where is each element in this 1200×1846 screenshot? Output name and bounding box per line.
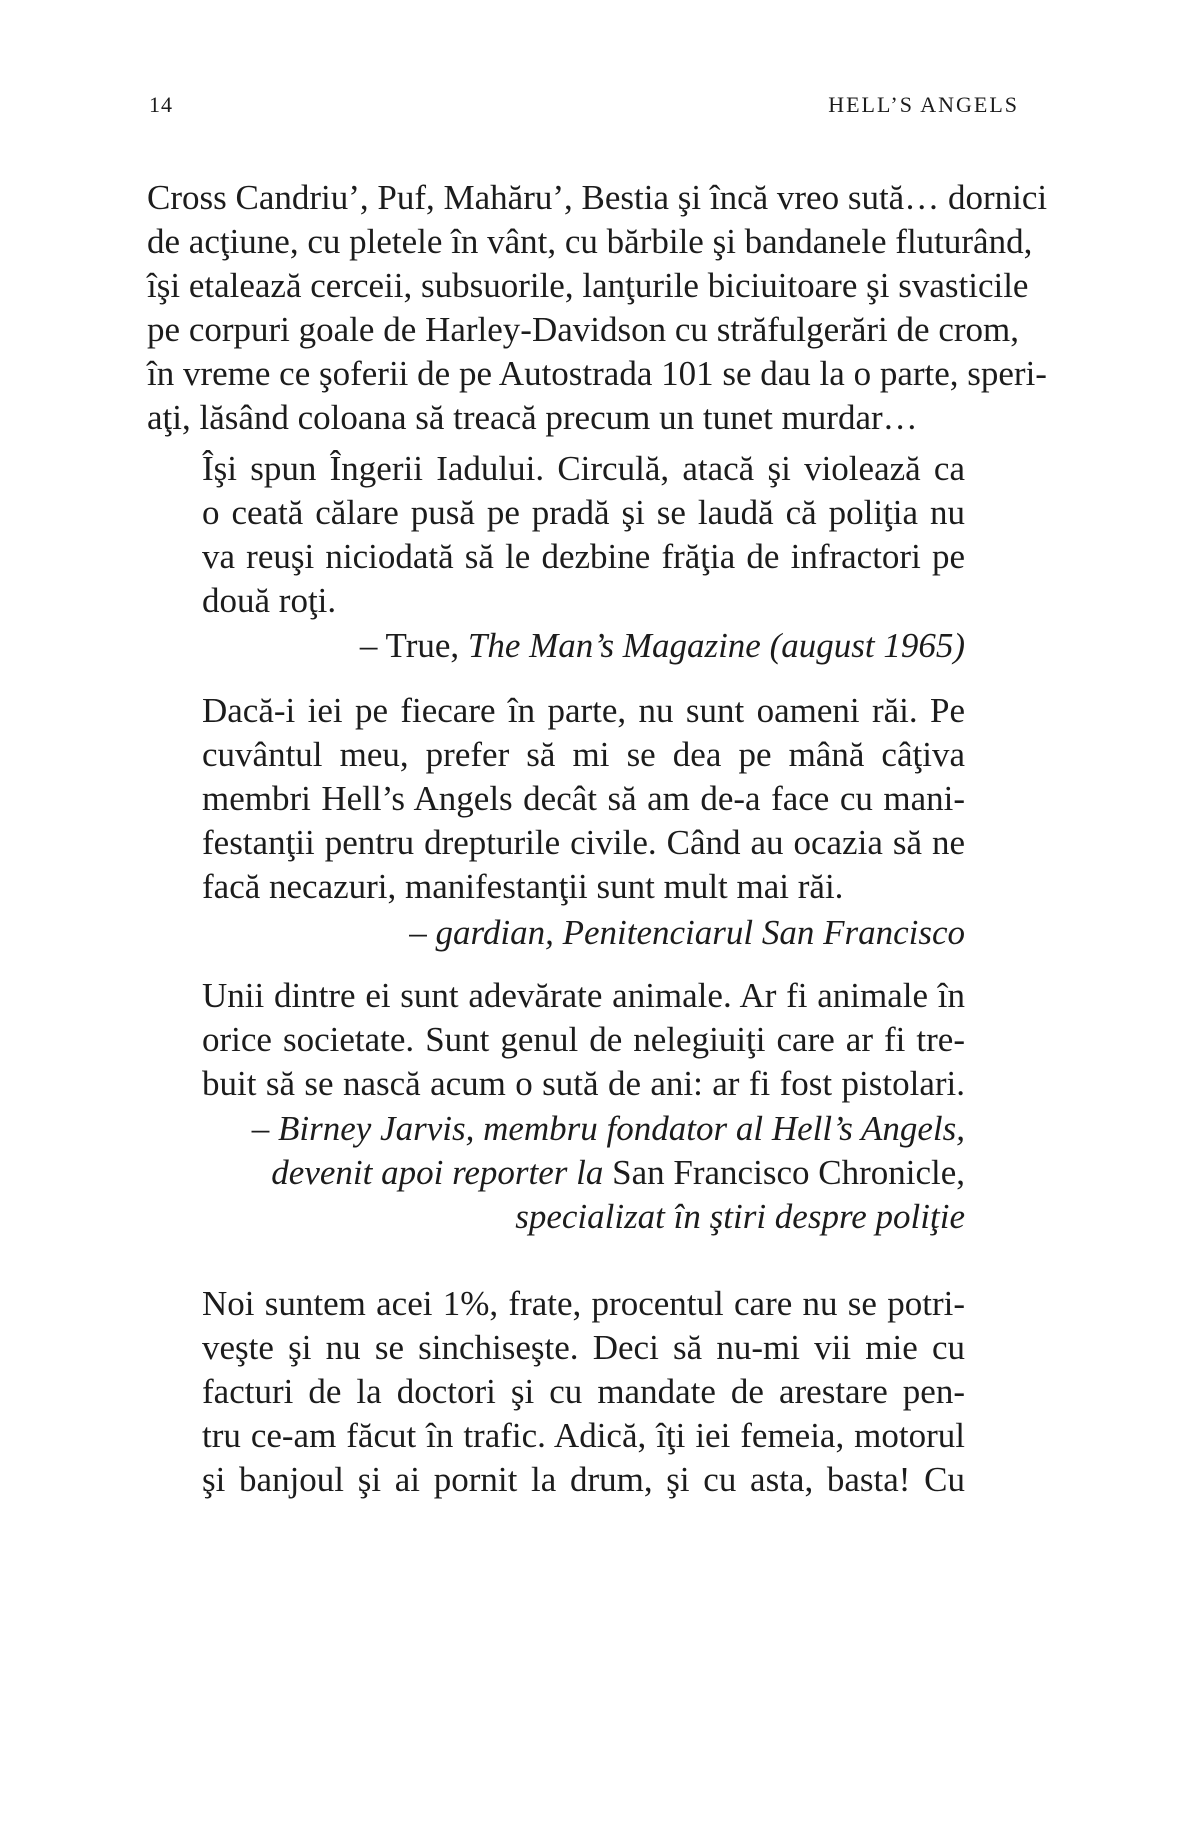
opening-paragraph-line: aţi, lăsând coloana să treacă precum un tunet murdar… [147,398,918,437]
quote-attribution: specializat în ştiri despre poliţie [515,1197,965,1236]
quote-line: facă necazuri, manifestanţii sunt mult mai răi. [202,867,844,906]
quote-attribution [202,1151,965,1195]
opening-paragraph-line: pe corpuri goale de Harley-Davidson cu străfulgerări de crom, [147,310,1019,349]
quote-line: va reuşi niciodată să le dezbine frăţia de infractori pe [202,537,965,576]
quote-line: veşte şi nu se sinchiseşte. Deci să nu-mi vii mie cu [202,1328,965,1367]
quote-line: festanţii pentru drepturile civile. Când au ocazia să ne [202,823,965,862]
attribution-text: devenit apoi reporter la [271,1153,613,1192]
attribution-publication: San Francisco Chronicle, [612,1153,965,1192]
quote-attribution: – gardian, Penitenciarul San Francisco [409,913,965,952]
quote-line: şi banjoul şi ai pornit la drum, şi cu asta, basta! Cu [202,1460,965,1499]
quote-line: Noi suntem acei 1%, frate, procentul care nu se potri- [202,1284,965,1323]
running-title: HELL’S ANGELS [828,92,1019,117]
quote-line: două roţi. [202,581,337,620]
opening-paragraph-line: de acţiune, cu pletele în vânt, cu bărbile şi bandanele fluturând, [147,222,1033,261]
opening-paragraph-line: în vreme ce şoferii de pe Autostrada 101 se dau la o parte, speri- [147,354,1047,393]
quote-attribution [202,624,965,668]
attribution-source: The Man’s Magazine (august 1965) [467,626,965,665]
opening-paragraph-line: îşi etalează cerceii, subsuorile, lanţurile biciuitoare şi svasticile [147,266,1029,305]
opening-paragraph-line: Cross Candriu’, Puf, Mahăru’, Bestia şi încă vreo sută… dornici [147,178,1048,217]
quote-line: tru ce-am făcut în trafic. Adică, îţi iei femeia, motorul [202,1416,965,1455]
quote-line: membri Hell’s Angels decât să am de-a face cu mani- [202,779,965,818]
attribution-prefix: – True, [359,626,468,665]
quote-line: orice societate. Sunt genul de nelegiuiţi care ar fi tre- [202,1020,965,1059]
quote-line: Dacă-i iei pe fiecare în parte, nu sunt oameni răi. Pe [202,691,965,730]
quote-attribution: – Birney Jarvis, membru fondator al Hell’s Angels, [251,1109,965,1148]
quote-line: Unii dintre ei sunt adevărate animale. Ar fi animale în [202,976,965,1015]
page-number: 14 [149,92,173,117]
quote-line: facturi de la doctori şi cu mandate de arestare pen- [202,1372,965,1411]
quote-line: Îşi spun Îngerii Iadului. Circulă, atacă şi violează ca [202,449,965,488]
quote-line: buit să se nască acum o sută de ani: ar fi fost pistolari. [202,1064,965,1103]
quote-line: cuvântul meu, prefer să mi se dea pe mână câţiva [202,735,965,774]
quote-line: o ceată călare pusă pe pradă şi se laudă că poliţia nu [202,493,965,532]
